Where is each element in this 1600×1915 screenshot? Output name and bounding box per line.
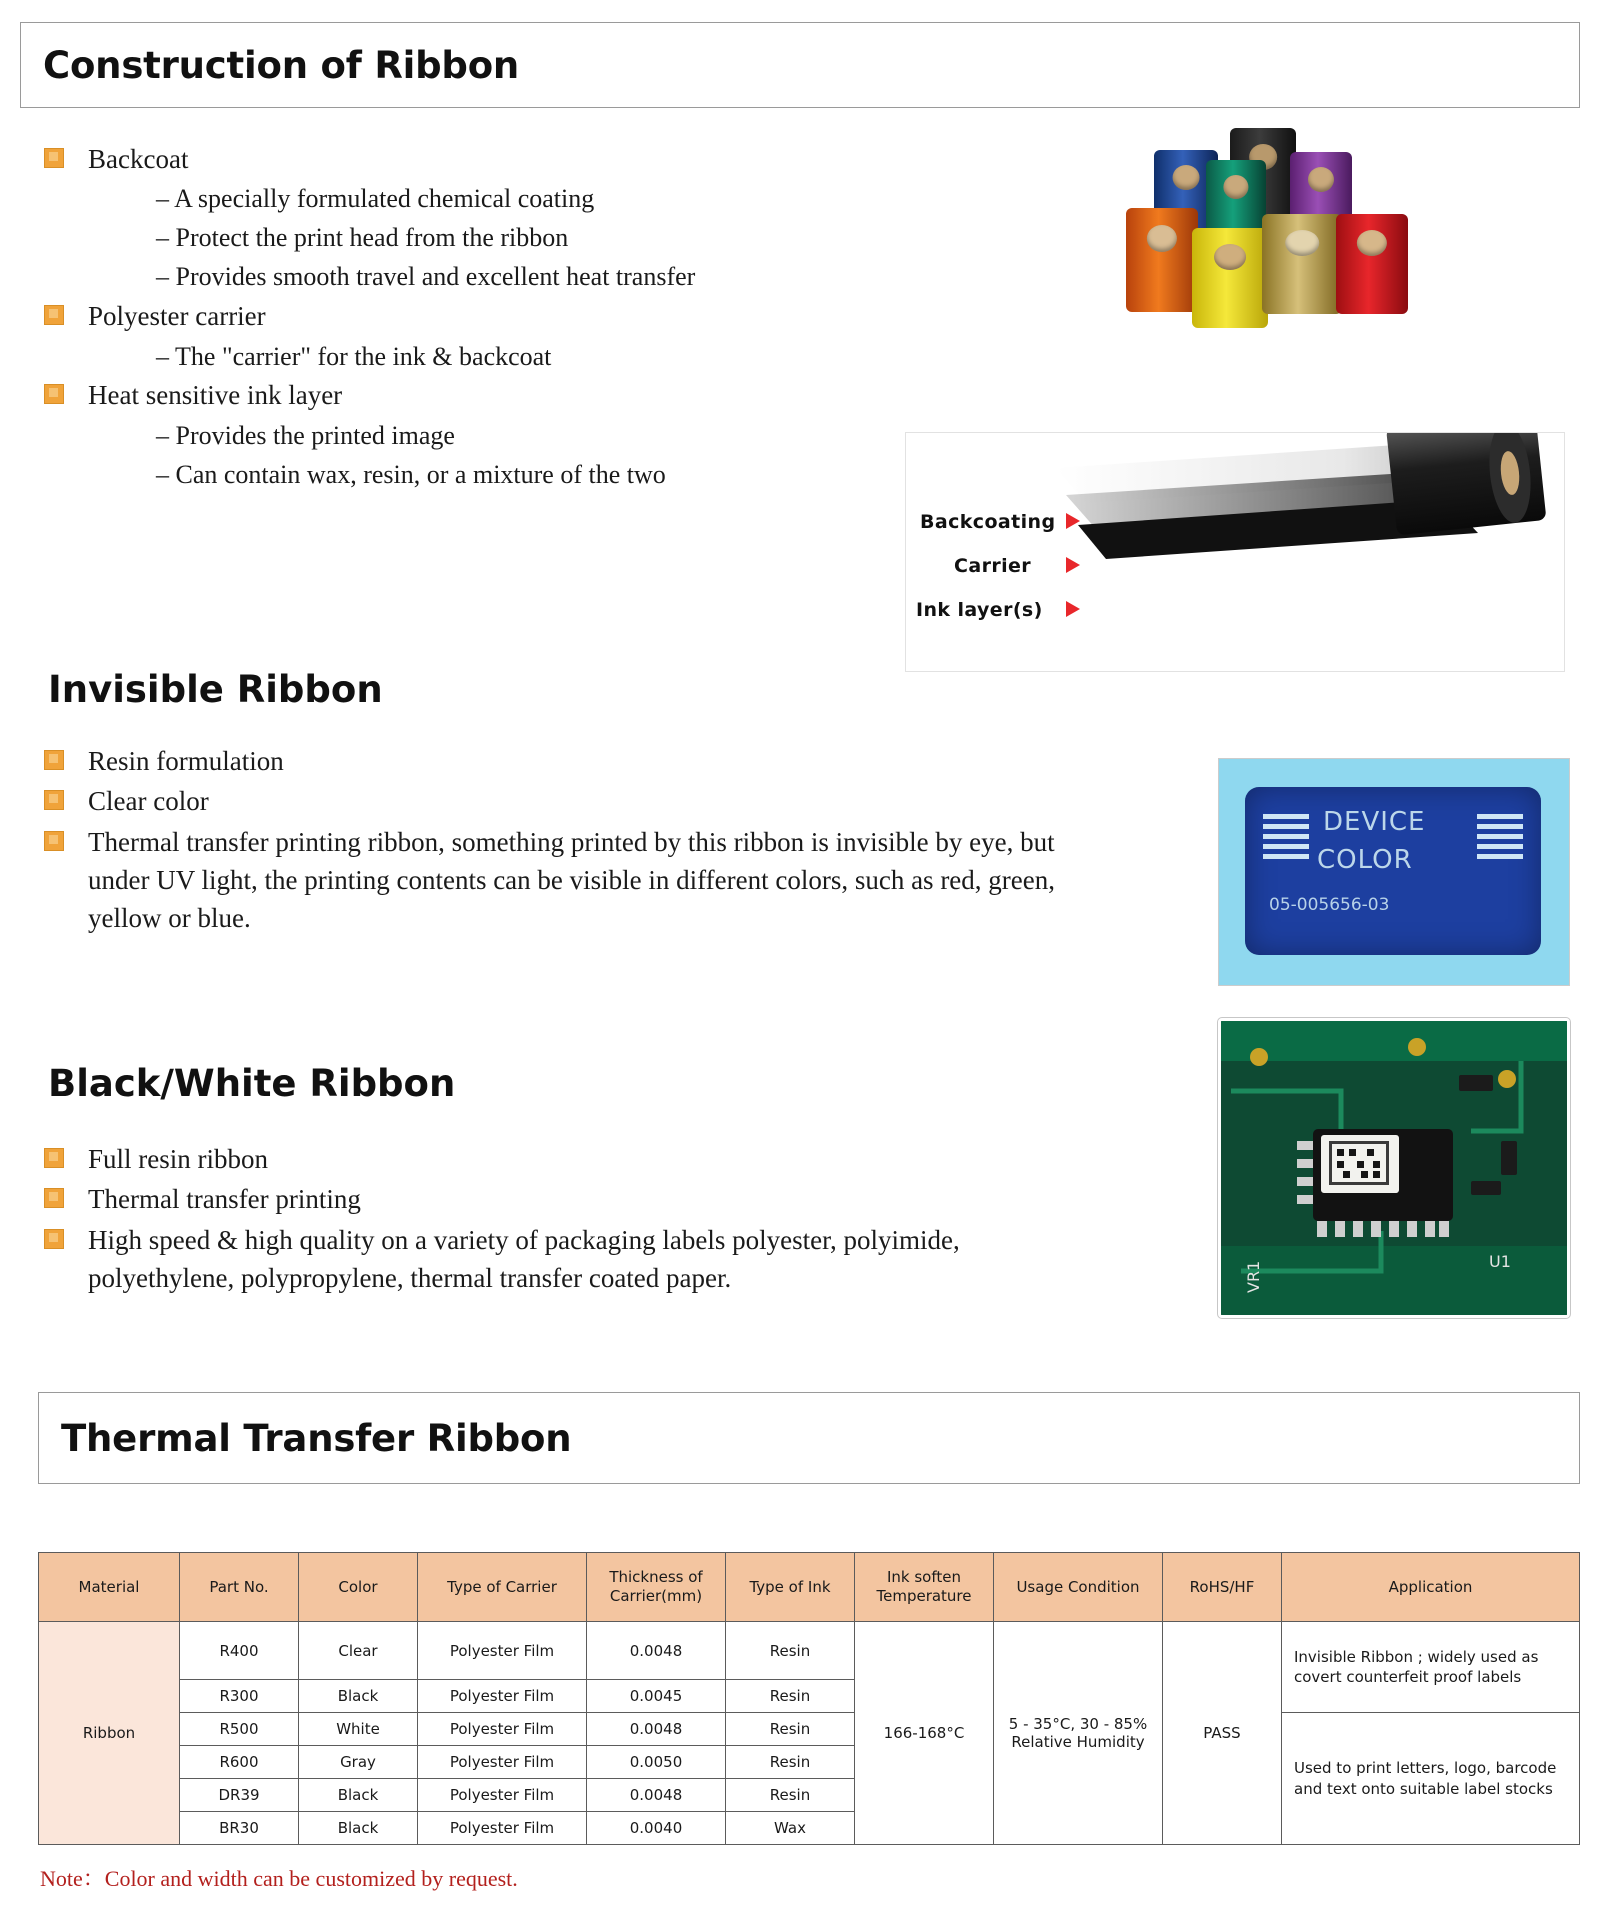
list-item: [44, 823, 1134, 938]
label-text-code: 05-005656-03: [1269, 895, 1390, 915]
cell-carrier: Polyester Film: [418, 1812, 587, 1845]
bullet-label: Thermal transfer printing ribbon, something printed by this ribbon is invisible by eye, but under UV light, the printing contents can be visible in different colors, such as red, green, yellow or blue.: [88, 826, 1056, 934]
label-text-device: DEVICE: [1323, 807, 1426, 837]
col-part-no: Part No.: [180, 1553, 299, 1622]
cell-carrier: Polyester Film: [418, 1713, 587, 1746]
square-bullet-icon: [44, 148, 64, 168]
diagram-label-carrier: Carrier: [954, 555, 1032, 577]
cell-thickness: 0.0048: [587, 1779, 726, 1812]
square-bullet-icon: [44, 1188, 64, 1208]
cell-carrier: Polyester Film: [418, 1680, 587, 1713]
cell-part-no: BR30: [180, 1812, 299, 1845]
section-header-thermal-transfer-ribbon: [38, 1392, 1580, 1484]
cell-part-no: R600: [180, 1746, 299, 1779]
table-row: [39, 1713, 1580, 1746]
col-type-of-ink: Type of Ink: [726, 1553, 855, 1622]
specification-table: [38, 1552, 1580, 1845]
col-rohs-hf: RoHS/HF: [1163, 1553, 1282, 1622]
list-item: [44, 1180, 1144, 1218]
table-note: Note：Color and width can be customized by request.: [40, 1866, 518, 1891]
cell-part-no: R400: [180, 1622, 299, 1680]
cell-color: Black: [299, 1812, 418, 1845]
square-bullet-icon: [44, 750, 64, 770]
list-item: [44, 297, 1104, 335]
cell-usage-condition: 5 - 35°C, 30 - 85% Relative Humidity: [994, 1622, 1163, 1845]
sub-list-item: – Can contain wax, resin, or a mixture of the two: [156, 459, 666, 489]
list-item: [44, 376, 1104, 414]
bullet-label: Heat sensitive ink layer: [88, 380, 343, 411]
sub-list-item: – Provides the printed image: [156, 420, 455, 450]
cell-carrier: Polyester Film: [418, 1746, 587, 1779]
cell-ink: Resin: [726, 1713, 855, 1746]
cell-part-no: R300: [180, 1680, 299, 1713]
roll-core: [1308, 167, 1334, 192]
bullet-label: Resin formulation: [88, 746, 284, 776]
cell-color: Black: [299, 1779, 418, 1812]
ribbon-roll-yellow: [1192, 228, 1268, 328]
pcb-graphic: [1221, 1021, 1567, 1315]
qr-code-right: [1477, 813, 1523, 859]
table-row: [39, 1622, 1580, 1680]
col-thickness: Thickness of Carrier(mm): [587, 1553, 726, 1622]
arrow-icon: [1066, 557, 1080, 573]
qr-code-left: [1263, 813, 1309, 859]
list-item: [44, 782, 1134, 820]
cell-color: Clear: [299, 1622, 418, 1680]
list-item: [44, 1140, 1144, 1178]
diagram-label-ink-layers: Ink layer(s): [916, 599, 1043, 621]
cell-color: Black: [299, 1680, 418, 1713]
cell-carrier: Polyester Film: [418, 1779, 587, 1812]
cell-thickness: 0.0048: [587, 1622, 726, 1680]
section-title-text: Thermal Transfer Ribbon: [61, 1416, 572, 1460]
bullet-label: Full resin ribbon: [88, 1144, 268, 1174]
square-bullet-icon: [44, 384, 64, 404]
square-bullet-icon: [44, 790, 64, 810]
section-header-invisible-ribbon: Invisible Ribbon: [48, 668, 383, 711]
bullet-label: High speed & high quality on a variety of packaging labels polyester, polyimide, polyethylene, polypropylene, thermal transfer coated paper.: [88, 1224, 960, 1293]
cell-thickness: 0.0040: [587, 1812, 726, 1845]
roll-core: [1285, 230, 1319, 256]
square-bullet-icon: [44, 305, 64, 325]
cell-thickness: 0.0048: [587, 1713, 726, 1746]
cell-part-no: R500: [180, 1713, 299, 1746]
sub-list-item: – A specially formulated chemical coating: [156, 184, 595, 214]
cell-ink: Resin: [726, 1779, 855, 1812]
cell-thickness: 0.0050: [587, 1746, 726, 1779]
bullet-label: Thermal transfer printing: [88, 1184, 361, 1215]
roll-core: [1147, 225, 1177, 252]
col-application: Application: [1282, 1553, 1580, 1622]
square-bullet-icon: [44, 1148, 64, 1168]
square-bullet-icon: [44, 831, 64, 851]
roll-core: [1357, 230, 1387, 256]
arrow-icon: [1066, 601, 1080, 617]
list-item: [44, 1221, 1144, 1298]
ribbon-roll-red: [1336, 214, 1408, 314]
cell-ink: Resin: [726, 1680, 855, 1713]
cell-color: Gray: [299, 1746, 418, 1779]
cell-ink-soften-temperature: 166-168°C: [855, 1622, 994, 1845]
cell-application-general: Used to print letters, logo, barcode and text onto suitable label stocks: [1282, 1713, 1580, 1845]
section-header-black-white-ribbon: Black/White Ribbon: [48, 1062, 456, 1105]
roll-core: [1214, 244, 1246, 270]
col-usage-condition: Usage Condition: [994, 1553, 1163, 1622]
arrow-icon: [1066, 513, 1080, 529]
page-title: Construction of Ribbon: [43, 43, 520, 87]
list-item: [44, 742, 1134, 780]
list-item: [44, 140, 1104, 178]
col-color: Color: [299, 1553, 418, 1622]
svg-text:U1: U1: [1489, 1252, 1511, 1271]
cell-ink: Resin: [726, 1746, 855, 1779]
ribbon-roll-orange: [1126, 208, 1198, 312]
table-header-row: [39, 1553, 1580, 1622]
col-type-of-carrier: Type of Carrier: [418, 1553, 587, 1622]
cell-ink: Wax: [726, 1812, 855, 1845]
cell-thickness: 0.0045: [587, 1680, 726, 1713]
diagram-graphic: [906, 433, 1565, 672]
ribbon-rolls-photo: [1110, 110, 1500, 370]
ribbon-layers-diagram: [905, 432, 1565, 672]
bullet-label: Polyester carrier: [88, 301, 266, 332]
roll-core: [1223, 175, 1248, 199]
cell-material: Ribbon: [39, 1622, 180, 1845]
pcb-chip-marking-photo: [1218, 1018, 1570, 1318]
sub-list-item: – The "carrier" for the ink & backcoat: [156, 341, 552, 371]
label-card: [1245, 787, 1541, 955]
sub-list-item: – Provides smooth travel and excellent heat transfer: [156, 262, 696, 292]
cell-carrier: Polyester Film: [418, 1622, 587, 1680]
cell-part-no: DR39: [180, 1779, 299, 1812]
bullet-label: Backcoat: [88, 144, 189, 174]
sub-list-item: – Protect the print head from the ribbon: [156, 223, 569, 253]
diagram-label-backcoating: Backcoating: [920, 511, 1056, 533]
cell-ink: Resin: [726, 1622, 855, 1680]
section-header-construction: [20, 22, 1580, 108]
col-ink-soften-temperature: Ink soften Temperature: [855, 1553, 994, 1622]
cell-application-invisible: Invisible Ribbon ; widely used as covert counterfeit proof labels: [1282, 1622, 1580, 1713]
cell-rohs: PASS: [1163, 1622, 1282, 1845]
blackwhite-bullet-list: [44, 1140, 1144, 1299]
roll-core: [1173, 165, 1200, 190]
bullet-label: Clear color: [88, 786, 209, 817]
invisible-bullet-list: [44, 742, 1134, 940]
square-bullet-icon: [44, 1229, 64, 1249]
label-text-color: COLOR: [1317, 845, 1413, 875]
uv-invisible-label-photo: [1218, 758, 1570, 986]
col-material: Material: [39, 1553, 180, 1622]
cell-color: White: [299, 1713, 418, 1746]
ribbon-roll-gold: [1262, 214, 1342, 314]
svg-text:VR1: VR1: [1244, 1260, 1263, 1293]
